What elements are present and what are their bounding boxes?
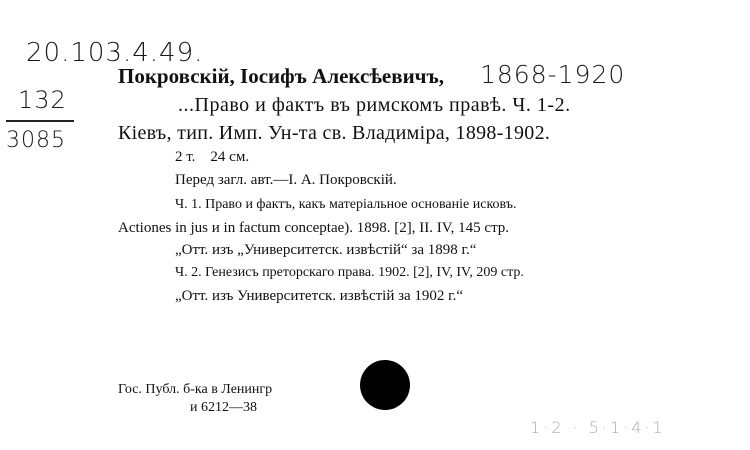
shelf-mark-bottom: 3085 [6,128,66,153]
library-stamp-line2: и 6212—38 [190,400,257,415]
part2-offprint: „Отт. изъ Университетск. извѣстій за 1902 г.“ [175,288,464,304]
part1-line2: Actiones in jus и in factum conceptae). 1898. [2], II. IV, 145 стр. [118,220,510,236]
accession-number: 20.103.4.49. [26,38,204,68]
author-heading: Покровскій, Іосифъ Алексѣевичъ, [118,64,445,88]
imprint-line: Кіевъ, тип. Имп. Ун-та св. Владиміра, 1898-1902. [118,122,551,144]
shelf-mark-divider [6,120,74,122]
shelf-mark-top: 132 [18,86,67,114]
punch-hole [360,360,410,410]
part2-line: Ч. 2. Генезисъ преторскаго права. 1902. [2], IV, IV, 209 стр. [175,265,524,280]
part1-line1: Ч. 1. Право и фактъ, какъ матеріальное основаніе исковъ. [175,197,517,212]
author-years: 1868-1920 [480,60,626,89]
part1-offprint: „Отт. изъ „Университетск. извѣстій“ за 1898 г.“ [175,242,477,258]
title-line: ...Право и фактъ въ римскомъ правѣ. Ч. 1-2. [178,94,571,116]
note-before-title: Перед загл. авт.—І. А. Покровскій. [175,172,397,188]
library-stamp-line1: Гос. Публ. б-ка в Ленингр [118,382,273,397]
physical-description: 2 т. 24 см. [175,149,250,165]
faint-stamp: 1·2 · 5·1·4·1 [530,418,666,437]
